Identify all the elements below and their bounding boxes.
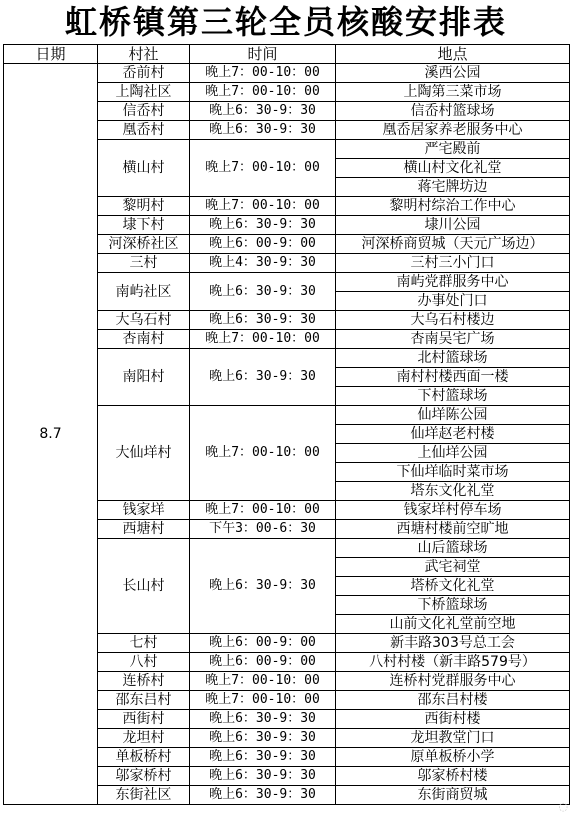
header-row	[4, 45, 570, 64]
location-cell: 办事处门口	[336, 292, 570, 311]
time-cell: 晚上6：30-9：30	[190, 216, 336, 235]
time-cell: 晚上6：30-9：30	[190, 273, 336, 311]
time-cell: 晚上6：30-9：30	[190, 729, 336, 748]
village-cell: 七村	[98, 634, 190, 653]
time-cell: 晚上7：00-10：00	[190, 501, 336, 520]
header-location: 地点	[336, 45, 570, 64]
village-cell: 大乌石村	[98, 311, 190, 330]
village-cell: 八村	[98, 653, 190, 672]
location-cell: 山后篮球场	[336, 539, 570, 558]
location-cell: 西塘村楼前空旷地	[336, 520, 570, 539]
village-cell: 凰岙村	[98, 121, 190, 140]
village-cell: 大仙垟村	[98, 406, 190, 501]
location-cell: 南村村楼西面一楼	[336, 368, 570, 387]
village-cell: 上陶社区	[98, 83, 190, 102]
time-cell: 晚上6：30-9：30	[190, 349, 336, 406]
location-cell: 严宅殿前	[336, 140, 570, 159]
date-cell: 8.7	[4, 64, 98, 805]
location-cell: 原单板桥小学	[336, 748, 570, 767]
location-cell: 蒋宅牌坊边	[336, 178, 570, 197]
location-cell: 凰岙居家养老服务中心	[336, 121, 570, 140]
location-cell: 黎明村综治工作中心	[336, 197, 570, 216]
location-cell: 武宅祠堂	[336, 558, 570, 577]
header-date: 日期	[4, 45, 98, 64]
location-cell: 东街商贸城	[336, 786, 570, 805]
time-cell: 晚上7：00-10：00	[190, 330, 336, 349]
time-cell: 晚上7：00-10：00	[190, 140, 336, 197]
village-cell: 西塘村	[98, 520, 190, 539]
time-cell: 晚上6：00-9：00	[190, 653, 336, 672]
village-cell: 邬家桥村	[98, 767, 190, 786]
time-cell: 下午3：00-6：30	[190, 520, 336, 539]
location-cell: 塔东文化礼堂	[336, 482, 570, 501]
location-cell: 大乌石村楼边	[336, 311, 570, 330]
location-cell: 西街村楼	[336, 710, 570, 729]
location-cell: 下村篮球场	[336, 387, 570, 406]
location-cell: 山前文化礼堂前空地	[336, 615, 570, 634]
village-cell: 南屿社区	[98, 273, 190, 311]
time-cell: 晚上7：00-10：00	[190, 83, 336, 102]
village-cell: 河深桥社区	[98, 235, 190, 254]
village-cell: 单板桥村	[98, 748, 190, 767]
location-cell: 八村村楼（新丰路579号）	[336, 653, 570, 672]
village-cell: 横山村	[98, 140, 190, 197]
village-cell: 连桥村	[98, 672, 190, 691]
time-cell: 晚上4：30-9：30	[190, 254, 336, 273]
village-cell: 龙坦村	[98, 729, 190, 748]
time-cell: 晚上6：30-9：30	[190, 311, 336, 330]
location-cell: 南屿党群服务中心	[336, 273, 570, 292]
time-cell: 晚上6：30-9：30	[190, 748, 336, 767]
time-cell: 晚上7：00-10：00	[190, 406, 336, 501]
village-cell: 三村	[98, 254, 190, 273]
location-cell: 下桥篮球场	[336, 596, 570, 615]
village-cell: 埭下村	[98, 216, 190, 235]
location-cell: 塔桥文化礼堂	[336, 577, 570, 596]
village-cell: 钱家垟	[98, 501, 190, 520]
location-cell: 河深桥商贸城（天元广场边）	[336, 235, 570, 254]
location-cell: 杏南吴宅广场	[336, 330, 570, 349]
location-cell: 上陶第三菜市场	[336, 83, 570, 102]
village-cell: 西街村	[98, 710, 190, 729]
time-cell: 晚上6：30-9：30	[190, 539, 336, 634]
page-title: 虹桥镇第三轮全员核酸安排表	[64, 3, 507, 41]
time-cell: 晚上7：00-10：00	[190, 672, 336, 691]
time-cell: 晚上6：30-9：30	[190, 710, 336, 729]
location-cell: 三村三小门口	[336, 254, 570, 273]
time-cell: 晚上6：30-9：30	[190, 767, 336, 786]
village-cell: 信岙村	[98, 102, 190, 121]
location-cell: 仙垟陈公园	[336, 406, 570, 425]
village-cell: 杏南村	[98, 330, 190, 349]
village-cell: 邵东吕村	[98, 691, 190, 710]
time-cell: 晚上7：00-10：00	[190, 197, 336, 216]
time-cell: 晚上6：00-9：00	[190, 235, 336, 254]
location-cell: 信岙村篮球场	[336, 102, 570, 121]
location-cell: 横山村文化礼堂	[336, 159, 570, 178]
header-village: 村社	[98, 45, 190, 64]
time-cell: 晚上6：00-9：00	[190, 634, 336, 653]
location-cell: 龙坦教堂门口	[336, 729, 570, 748]
location-cell: 仙垟赵老村楼	[336, 425, 570, 444]
location-cell: 北村篮球场	[336, 349, 570, 368]
time-cell: 晚上7：00-10：00	[190, 64, 336, 83]
location-cell: 新丰路303号总工会	[336, 634, 570, 653]
schedule-body	[4, 64, 570, 805]
village-cell: 南阳村	[98, 349, 190, 406]
table-row	[4, 64, 570, 83]
location-cell: 上仙垟公园	[336, 444, 570, 463]
time-cell: 晚上6：30-9：30	[190, 102, 336, 121]
header-time: 时间	[190, 45, 336, 64]
location-cell: 埭川公园	[336, 216, 570, 235]
location-cell: 邬家桥村楼	[336, 767, 570, 786]
village-cell: 黎明村	[98, 197, 190, 216]
village-cell: 长山村	[98, 539, 190, 634]
time-cell: 晚上6：30-9：30	[190, 786, 336, 805]
village-cell: 岙前村	[98, 64, 190, 83]
village-cell: 东街社区	[98, 786, 190, 805]
location-cell: 溪西公园	[336, 64, 570, 83]
location-cell: 邵东吕村楼	[336, 691, 570, 710]
location-cell: 连桥村党群服务中心	[336, 672, 570, 691]
schedule-table	[3, 44, 570, 805]
location-cell: 钱家垟村停车场	[336, 501, 570, 520]
location-cell: 下仙垟临时菜市场	[336, 463, 570, 482]
watermark: ◌	[558, 800, 568, 813]
time-cell: 晚上7：00-10：00	[190, 691, 336, 710]
time-cell: 晚上6：30-9：30	[190, 121, 336, 140]
